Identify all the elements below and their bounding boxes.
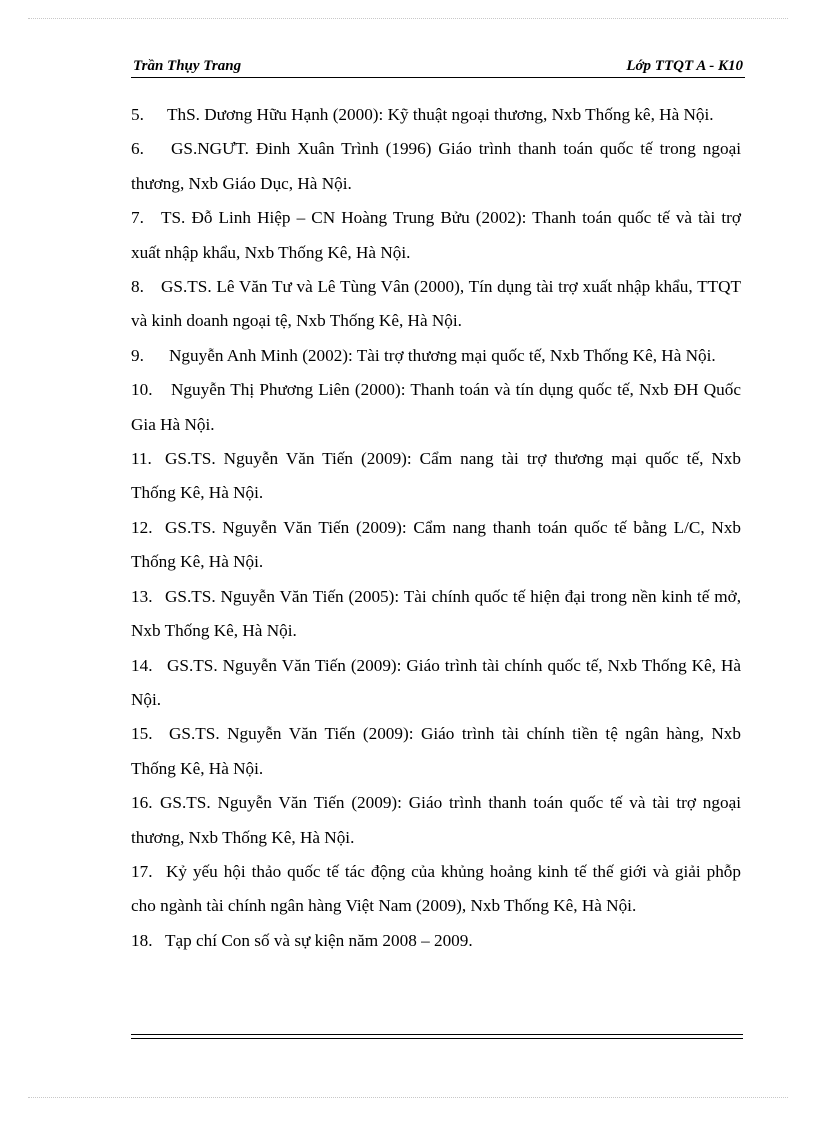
footer-rule-double bbox=[131, 1038, 743, 1039]
reference-number: 16. bbox=[131, 793, 153, 813]
page-border-bottom bbox=[28, 1097, 788, 1098]
reference-text: GS.TS. Nguyễn Văn Tiến (2009): Giáo trình tài chính tiền tệ ngân hàng, Nxb Thống Kê, Hà Nội. bbox=[131, 724, 741, 778]
reference-item bbox=[131, 373, 741, 442]
reference-number: 8. bbox=[131, 277, 144, 297]
reference-text: GS.TS. Nguyễn Văn Tiến (2009): Giáo trình thanh toán quốc tế và tài trợ ngoại thương, Nxb Thống Kê, Hà Nội. bbox=[131, 793, 741, 847]
reference-text: GS.NGƯT. Đinh Xuân Trình (1996) Giáo trình thanh toán quốc tế trong ngoại thương, Nxb Giáo Dục, Hà Nội. bbox=[131, 139, 741, 193]
reference-text: TS. Đỗ Linh Hiệp – CN Hoàng Trung Bửu (2002): Thanh toán quốc tế và tài trợ xuất nhập khẩu, Nxb Thống Kê, Hà Nội. bbox=[131, 208, 741, 262]
reference-number: 5. bbox=[131, 105, 144, 124]
header-author: Trần Thụy Trang bbox=[133, 58, 242, 74]
reference-number: 6. bbox=[131, 139, 144, 159]
reference-number: 9. bbox=[131, 345, 144, 365]
reference-number: 7. bbox=[131, 208, 144, 228]
reference-list bbox=[131, 98, 741, 958]
header-rule bbox=[131, 77, 745, 78]
footer-rule bbox=[131, 1034, 743, 1035]
reference-text: Kỷ yếu hội thảo quốc tế tác động của khủng hoảng kinh tế thế giới và giải phỗp cho ngành tài chính ngân hàng Việt Nam (2009), Nxb Thống Kê, Hà Nội. bbox=[131, 861, 741, 916]
reference-item bbox=[131, 339, 741, 373]
reference-item bbox=[131, 649, 741, 718]
header-class: Lớp TTQT A - K10 bbox=[626, 58, 743, 74]
reference-item bbox=[131, 924, 741, 958]
page-header bbox=[131, 56, 745, 78]
reference-item bbox=[131, 132, 741, 201]
reference-text: GS.TS. Nguyễn Văn Tiến (2009): Giáo trình tài chính quốc tế, Nxb Thống Kê, Hà Nội. bbox=[131, 655, 741, 709]
reference-text: ThS. Dương Hữu Hạnh (2000): Kỹ thuật ngoại thương, Nxb Thống kê, Hà Nội. bbox=[167, 105, 714, 124]
reference-text: GS.TS. Lê Văn Tư và Lê Tùng Vân (2000), Tín dụng tài trợ xuất nhập khẩu, TTQT và kinh doanh ngoại tệ, Nxb Thống Kê, Hà Nội. bbox=[131, 277, 741, 331]
reference-item bbox=[131, 201, 741, 270]
reference-item bbox=[131, 717, 741, 786]
reference-number: 11. bbox=[131, 449, 152, 469]
reference-text: Nguyễn Thị Phương Liên (2000): Thanh toán và tín dụng quốc tế, Nxb ĐH Quốc Gia Hà Nội. bbox=[131, 380, 741, 434]
reference-item bbox=[131, 442, 741, 511]
reference-text: GS.TS. Nguyễn Văn Tiến (2009): Cẩm nang tài trợ thương mại quốc tế, Nxb Thống Kê, Hà Nội. bbox=[131, 449, 741, 503]
reference-item bbox=[131, 855, 741, 924]
reference-number: 12. bbox=[131, 517, 153, 537]
reference-item bbox=[131, 786, 741, 855]
reference-text: Nguyễn Anh Minh (2002): Tài trợ thương mại quốc tế, Nxb Thống Kê, Hà Nội. bbox=[169, 345, 716, 365]
reference-text: GS.TS. Nguyễn Văn Tiến (2009): Cẩm nang thanh toán quốc tế bằng L/C, Nxb Thống Kê, Hà Nội. bbox=[131, 517, 741, 572]
reference-number: 10. bbox=[131, 380, 153, 400]
reference-item bbox=[131, 580, 741, 649]
reference-number: 17. bbox=[131, 861, 153, 881]
reference-number: 18. bbox=[131, 930, 153, 950]
reference-item bbox=[131, 270, 741, 339]
reference-item bbox=[131, 511, 741, 580]
reference-number: 15. bbox=[131, 724, 153, 744]
reference-number: 13. bbox=[131, 586, 153, 606]
reference-text: Tạp chí Con số và sự kiện năm 2008 – 2009. bbox=[165, 930, 473, 950]
reference-text: GS.TS. Nguyễn Văn Tiến (2005): Tài chính quốc tế hiện đại trong nền kinh tế mở, Nxb Thống Kê, Hà Nội. bbox=[131, 586, 741, 641]
page-border-top bbox=[28, 18, 788, 19]
reference-item bbox=[131, 98, 741, 132]
reference-number: 14. bbox=[131, 655, 153, 675]
